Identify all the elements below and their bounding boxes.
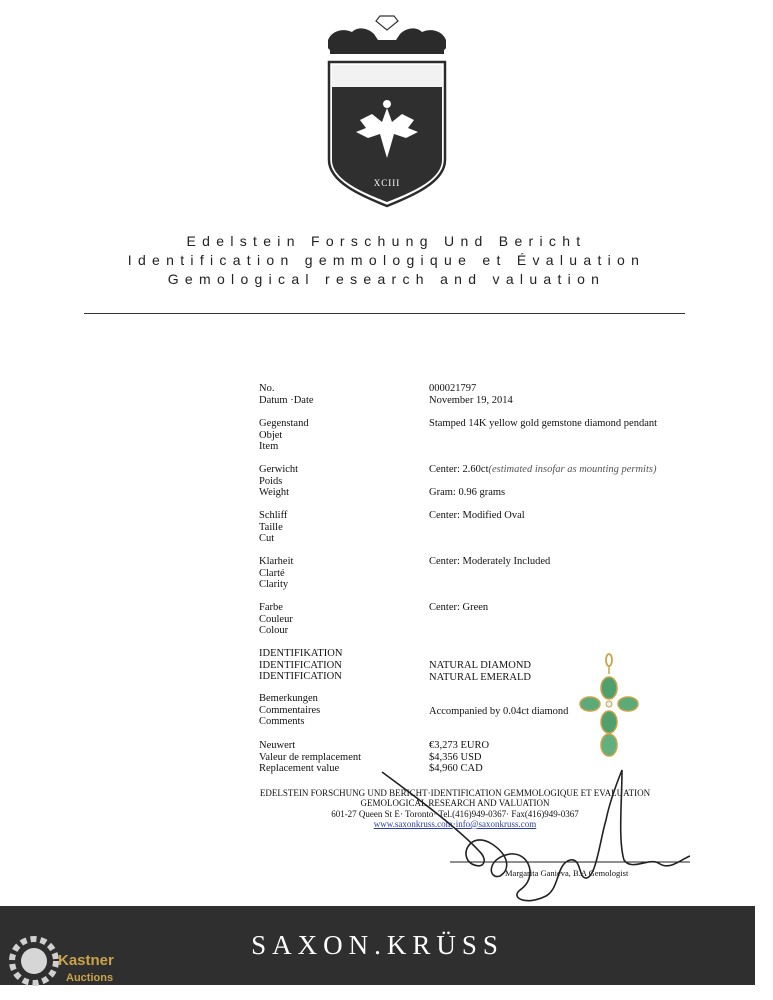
label: IDENTIFIKATION [259, 648, 343, 659]
label: Gegenstand [259, 418, 309, 429]
weight-note: (estimated insofar as mounting permits) [488, 464, 657, 475]
field-colour-labels [259, 602, 293, 637]
label: Cut [259, 533, 275, 545]
label: No. [259, 383, 275, 394]
comments-value: Accompanied by 0.04ct diamond [429, 706, 569, 717]
pendant-photo [578, 652, 640, 758]
diamond-icon [376, 16, 398, 30]
field-identification-labels [259, 648, 342, 683]
item-description: Stamped 14K yellow gold gemstone diamond pendant [429, 418, 658, 429]
field-weight-labels [259, 464, 298, 499]
label: Item [259, 441, 279, 453]
label: Replacement value [259, 763, 340, 775]
label: Clarté [259, 567, 285, 579]
value-cad: $4,960 CAD [429, 763, 483, 775]
label: Neuwert [259, 740, 296, 751]
weight-grams: Gram: 0.96 grams [429, 486, 506, 498]
value-eur: €3,273 EURO [429, 740, 490, 751]
website-link[interactable]: www.saxonkruss.com [373, 818, 453, 829]
signer-name: Margarita Ganieva, B.A Gemologist [505, 868, 629, 878]
clarity-value: Center: Moderately Included [429, 556, 551, 567]
field-number-values [429, 383, 513, 406]
label: Farbe [259, 602, 283, 613]
label: Valeur de remplacement [259, 751, 362, 763]
label: Commentaires [259, 704, 321, 716]
dragons-icon [328, 28, 446, 54]
field-colour-values [429, 602, 488, 614]
field-comments-labels [259, 693, 320, 728]
label: Clarity [259, 579, 289, 591]
label: Bemerkungen [259, 693, 318, 704]
label: Objet [259, 429, 283, 441]
field-comments-values [429, 706, 568, 718]
label: IDENTIFICATION [259, 671, 342, 683]
value-usd: $4,356 USD [429, 751, 482, 763]
certificate-footer: EDELSTEIN FORSCHUNG UND BERICHT·IDENTIFICATION GEMMOLOGIQUE ET EVALUATION GEMOLOGICAL RESEARCH AND VALUATION 601-27 Queen St E· Toronto· Tel.(416)949-0367· Fax(416)949-0367 www.saxonkruss.com·info@saxonkruss.com [250, 788, 660, 829]
field-value-labels [259, 740, 361, 775]
watermark-subtext: Auctions [66, 972, 114, 984]
label: Gerwicht [259, 464, 299, 475]
certificate-date: November 19, 2014 [429, 394, 513, 406]
watermark-text: Kastner [58, 952, 114, 969]
header-divider [84, 313, 685, 314]
field-weight-values [429, 464, 656, 498]
weight-center: Center: 2.60ct [429, 464, 489, 475]
crest-numeral: XCIII [373, 178, 401, 188]
kastner-auctions-watermark [6, 925, 124, 995]
email-link[interactable]: info@saxonkruss.com [455, 818, 537, 829]
label: Schliff [259, 510, 288, 521]
header-line-en: Gemological research and valuation [167, 271, 606, 287]
field-clarity-values [429, 556, 550, 568]
header-line-fr: Identification gemmologique et Évaluation [127, 252, 646, 268]
footer-line: GEMOLOGICAL RESEARCH AND VALUATION [360, 798, 550, 809]
brand-name: SAXON.KRÜSS [251, 930, 504, 960]
identification-value: NATURAL EMERALD [429, 671, 531, 683]
header-titles [0, 232, 773, 289]
field-identification-values [429, 660, 531, 683]
field-clarity-labels [259, 556, 293, 591]
field-number-labels [259, 383, 314, 406]
field-cut-values [429, 510, 525, 522]
label: Klarheit [259, 556, 294, 567]
footer-address: 601-27 Queen St E· Toronto· Tel.(416)949-0367· Fax(416)949-0367 [331, 808, 579, 819]
signature [360, 760, 700, 910]
label: Colour [259, 625, 289, 637]
label: Weight [259, 487, 290, 499]
identification-value: NATURAL DIAMOND [429, 660, 531, 671]
label: Taille [259, 521, 283, 533]
label: Datum ·Date [259, 394, 314, 406]
field-item-values [429, 418, 657, 430]
certificate-number: 000021797 [429, 383, 477, 394]
field-cut-labels [259, 510, 287, 545]
cut-value: Center: Modified Oval [429, 510, 525, 521]
label: Couleur [259, 613, 293, 625]
colour-value: Center: Green [429, 602, 489, 613]
footer-line: EDELSTEIN FORSCHUNG UND BERICHT·IDENTIFICATION GEMMOLOGIQUE ET EVALUATION [259, 788, 651, 798]
field-item-labels [259, 418, 309, 453]
label: Comments [259, 716, 305, 728]
header-line-de: Edelstein Forschung Und Bericht [186, 233, 587, 249]
label: IDENTIFICATION [259, 659, 342, 671]
crest-logo [322, 10, 452, 210]
label: Poids [259, 475, 283, 487]
